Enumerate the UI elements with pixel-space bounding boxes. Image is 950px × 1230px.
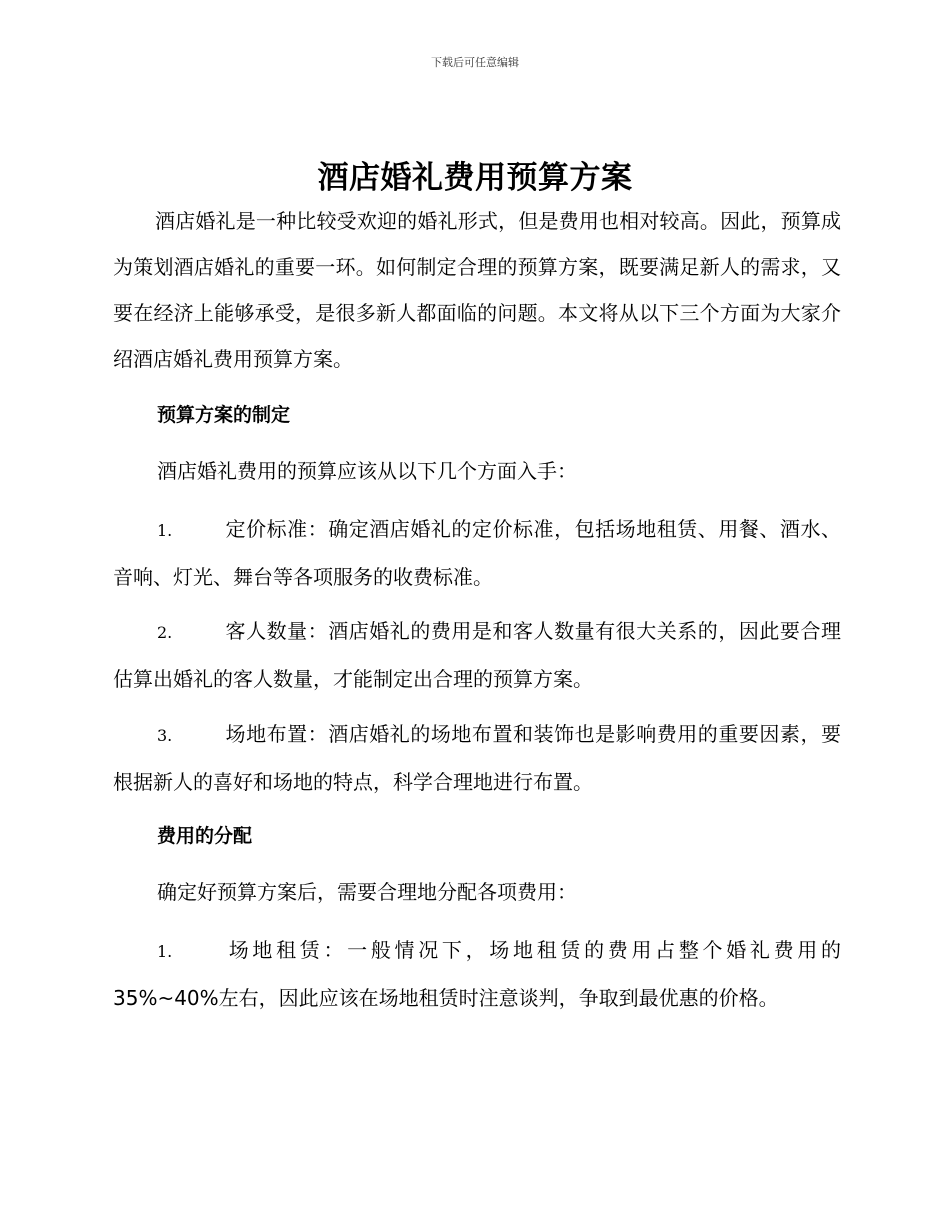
list-item xyxy=(113,608,841,702)
document-title: 酒店婚礼费用预算方案 xyxy=(317,160,633,196)
list-item-text: 场地租赁：一般情况下，场地租赁的费用占整个婚礼费用的35%~40%左右，因此应该在场地租赁时注意谈判，争取到最优惠的价格。 xyxy=(113,938,841,1010)
section-heading-budget-plan: 预算方案的制定 xyxy=(157,404,291,426)
list-item-text: 定价标准：确定酒店婚礼的定价标准，包括场地租赁、用餐、酒水、音响、灯光、舞台等各项服务的收费标准。 xyxy=(113,517,841,589)
section-lead-cost-allocation: 确定好预算方案后，需要合理地分配各项费用： xyxy=(157,880,577,904)
list-item xyxy=(113,927,841,1021)
list-item-text: 客人数量：酒店婚礼的费用是和客人数量有很大关系的，因此要合理估算出婚礼的客人数量，才能制定出合理的预算方案。 xyxy=(113,619,841,691)
list-item xyxy=(113,506,841,600)
section-lead-budget-plan: 酒店婚礼费用的预算应该从以下几个方面入手： xyxy=(157,459,577,483)
header-note: 下载后可任意编辑 xyxy=(431,56,519,69)
list-item-number: 3. xyxy=(157,726,173,745)
section-heading-cost-allocation: 费用的分配 xyxy=(157,825,253,847)
list-item xyxy=(113,711,841,805)
list-item-text: 场地布置：酒店婚礼的场地布置和装饰也是影响费用的重要因素，要根据新人的喜好和场地的特点，科学合理地进行布置。 xyxy=(113,722,841,794)
intro-paragraph: 酒店婚礼是一种比较受欢迎的婚礼形式，但是费用也相对较高。因此，预算成为策划酒店婚礼的重要一环。如何制定合理的预算方案，既要满足新人的需求，又要在经济上能够承受，是很多新人都面临的问题。本文将从以下三个方面为大家介绍酒店婚礼费用预算方案。 xyxy=(113,209,841,371)
list-item-number: 1. xyxy=(157,521,173,540)
list-item-number: 1. xyxy=(157,942,173,961)
list-item-number: 2. xyxy=(157,623,173,642)
